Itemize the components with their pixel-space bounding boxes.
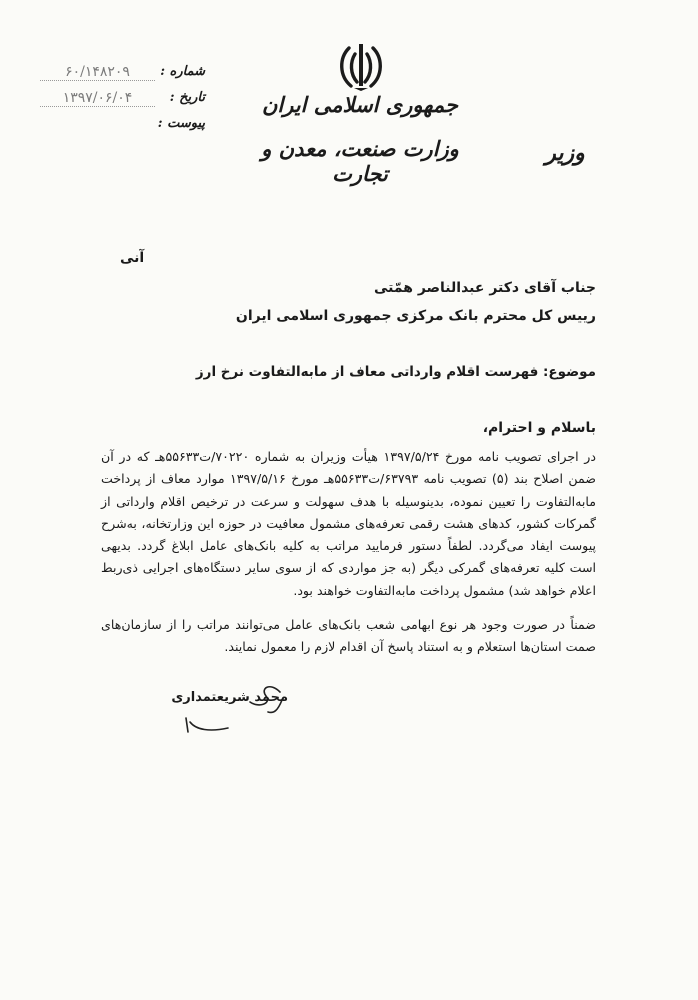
body-paragraph-1: در اجرای تصویب نامه مورخ ۱۳۹۷/۵/۲۴ هیأت وزیران به شماره ۷۰۲۲۰/ت۵۵۶۳۳هـ که در آن ضمن اصلاح بند (۵) تصویب نامه ۶۳۷۹۳/ت۵۵۶۳۳هـ مورخ ۱۳۹۷/۵/۱۶ موارد معاف از پرداخت مابه‌التفاوت را تعیین نموده، بدینوسیله با هدف سهولت و سرعت در ترخیص اقلام وارداتی از گمرکات کشور، کدهای هشت رقمی تعرفه‌های مشمول معافیت در حوزه این وزارتخانه، به‌شرح پیوست ایفاد می‌گردد. لطفاً دستور فرمایید مراتب به کلیه بانک‌های عامل ابلاغ گردد. بدیهی است کلیه تعرفه‌های گمرکی دیگر (به جز مواردی که از سوی سایر دستگاه‌های اجرایی ذی‌ربط اعلام خواهد شد) مشمول پرداخت مابه‌التفاوت خواهند بود. — [101, 449, 596, 598]
meta-number-row — [30, 64, 205, 90]
ministry-title: وزارت صنعت، معدن و تجارت — [261, 136, 459, 186]
signer-name: محمد شریعتمداری — [171, 690, 288, 705]
meta-date-row — [30, 90, 205, 116]
letter-greeting: باسلام و احترام، — [482, 420, 596, 436]
handwritten-signature — [150, 678, 290, 738]
addressee-name: جناب آقای دکتر عبدالناصر همّتی — [373, 280, 596, 296]
minister-title: وزیر — [545, 140, 585, 166]
body-paragraph-2: ضمناً در صورت وجود هر نوع ابهامی شعب بانک‌های عامل می‌توانند مراتب را از سازمان‌های صمت استان‌ها استعلام و به استناد پاسخ آن اقدام لازم را معمول نمایند. — [101, 617, 596, 655]
letter-meta — [30, 64, 205, 142]
number-label: شماره : — [160, 64, 205, 79]
letter-subject: موضوع: فهرست اقلام وارداتی معاف از مابه‌التفاوت نرخ ارز — [195, 364, 596, 380]
republic-title: جمهوری اسلامی ایران — [261, 92, 459, 117]
meta-attachment-row — [30, 116, 205, 142]
addressee-title: رییس کل محترم بانک مرکزی جمهوری اسلامی ایران — [235, 308, 596, 324]
attachment-label: پیوست : — [157, 116, 205, 131]
urgency-mark: آنی — [120, 250, 145, 266]
date-label: تاریخ : — [169, 90, 205, 105]
number-value: ۶۰/۱۴۸۲۰۹ — [40, 64, 155, 81]
iran-emblem-icon — [336, 40, 386, 92]
date-value: ۱۳۹۷/۰۶/۰۴ — [40, 90, 155, 107]
